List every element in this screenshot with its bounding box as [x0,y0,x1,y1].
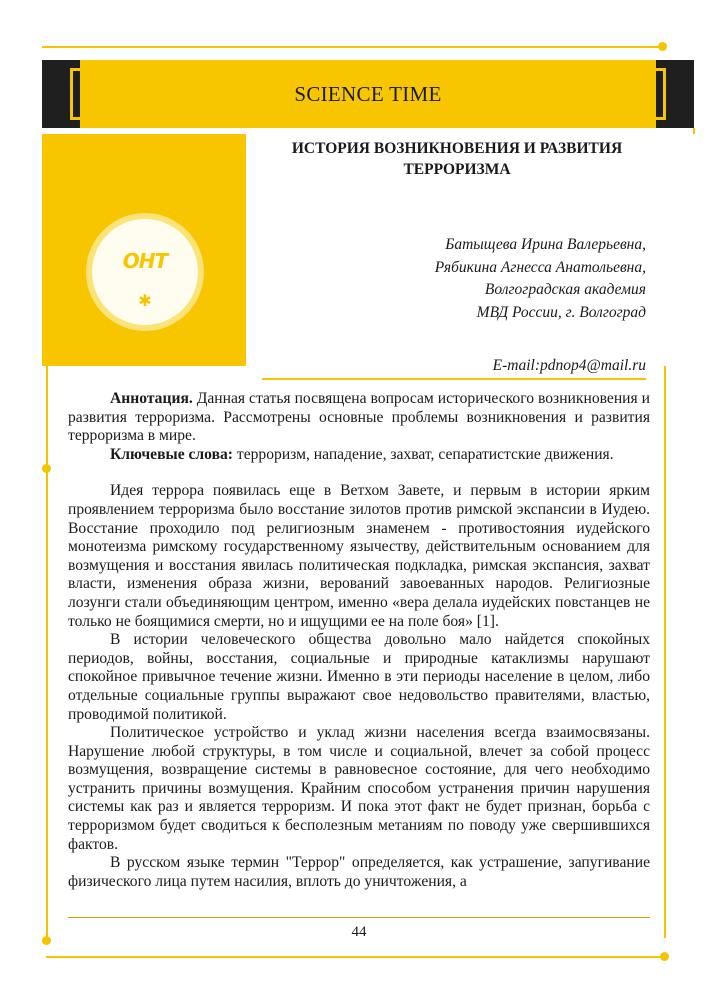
body-paragraph: Политическое устройство и уклад жизни населения всегда взаимосвязаны. Нарушение любой структуры, в том числе и социальной, влечет за собой процесс возмущения, возвращение системы в равновесное состояние, для чего необходимо устранить причины возмущения. Крайним способом устранения причин нарушения системы как раз и является терроризм. И пока этот факт не будет признан, борьба с терроризмом будет сводиться к бесполезным метаниям по поводу уже свершившихся фактов. [68,724,650,853]
logo-block [42,134,246,366]
authors-block [262,234,646,324]
frame-bottom-line [46,956,666,958]
abstract-paragraph [68,390,650,446]
frame-left-line [46,366,48,466]
page-number: 44 [351,924,367,940]
article-body [68,390,650,891]
article-title-line1: ИСТОРИЯ ВОЗНИКНОВЕНИЯ И РАЗВИТИЯ [291,140,623,157]
body-paragraph: В русском языке термин "Террор" определяется, как устрашение, запугивание физического лица путем насилия, вплоть до уничтожения, а [68,854,650,890]
keywords-label: Ключевые слова: [110,445,233,463]
frame-top-line [42,46,662,48]
abstract-text: Данная статья посвящена вопросам исторического возникновения и развития терроризма. Рассмотрены основные проблемы возникновения и развития терроризма в мире. [68,390,650,445]
frame-right-top-line [693,128,695,134]
frame-dot-bottom-right [660,952,669,961]
footer-rule [68,917,650,918]
author-line: Рябикина Агнесса Анатольевна, [434,258,646,276]
frame-right-line [664,366,666,938]
body-paragraph: Идея террора появилась еще в Ветхом Завете, и первым в истории ярким проявлением терроризма было восстание зилотов против римской экспансии в Иудею. Восстание проходило под религиозным знаменем - противостояния иудейского монотеизма римскому государственному язычеству, действительным основанием для возмущения и восстания явилась политическая подкладка, римская экспансия, захват власти, изменения образа жизни, верований завоеванных народов. Религиозные лозунги стали объединяющим центром, именно «вера делала иудейских повстанцев не только не боящимися смерти, но и ищущими ее на поле боя» [1]. [68,482,650,630]
journal-title: SCIENCE TIME [294,82,442,106]
frame-dot-top-right [658,42,667,51]
logo-circle [92,219,198,325]
abstract-label: Аннотация. [110,390,193,407]
header-right-block [656,60,694,128]
article-title [262,138,652,180]
logo-text: OHT [122,249,168,273]
article-title-line2: ТЕРРОРИЗМА [403,161,511,178]
keywords-text: терроризм, нападение, захват, сепаратистские движения. [233,445,614,463]
affiliation-line: Волгоградская академия [484,281,646,298]
frame-dot-bottom-left [42,936,51,945]
keywords-paragraph [68,446,650,465]
asterisk-icon: ✱ [138,293,152,310]
frame-left-lower-line [46,470,48,940]
body-paragraph: В истории человеческого общества довольно мало найдется спокойных периодов, войны, восстания, социальные и природные катаклизмы нарушают спокойное привычное течение жизни. Именно в эти периоды население в целом, либо отдельные социальные группы выражают свое недовольство правителями, властью, проводимой политикой. [68,631,650,723]
header-left-block [42,60,80,128]
author-line: Батыщева Ирина Валерьевна, [445,236,646,253]
author-email: E-mail:pdnop4@mail.ru [492,357,646,374]
email-underline [262,378,646,380]
affiliation-line: МВД России, г. Волгоград [476,303,646,321]
header-right-bracket [656,68,666,120]
header-left-bracket [70,68,80,120]
